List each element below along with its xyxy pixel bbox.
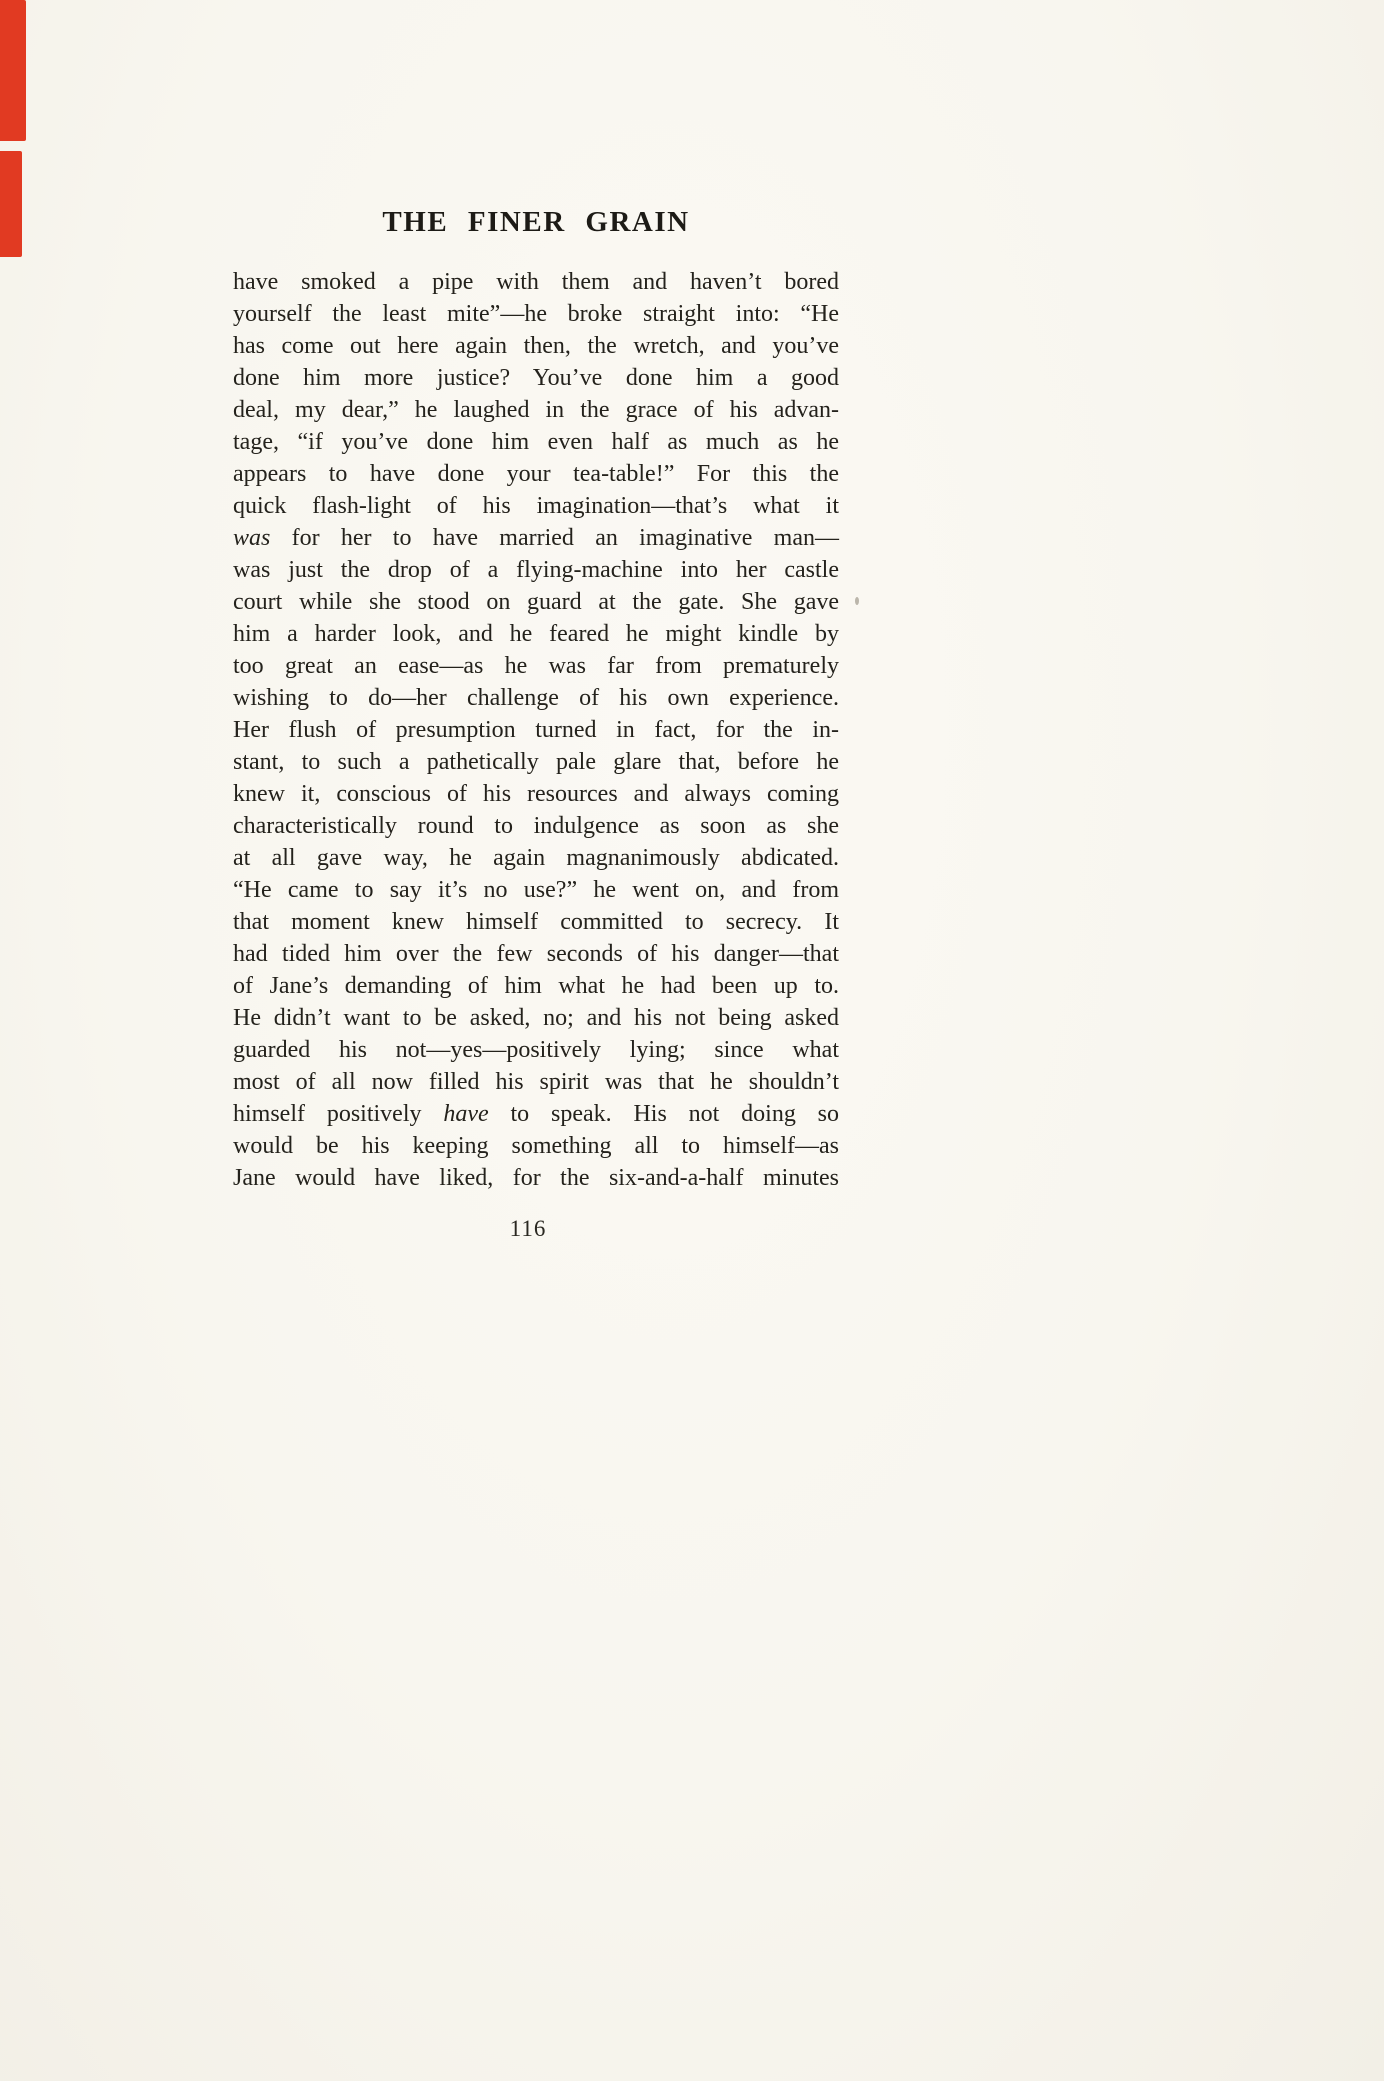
red-scan-mark (0, 0, 26, 141)
text-line: done him more justice? You’ve done him a good (233, 365, 839, 391)
text-line: characteristically round to indulgence as soon as she (233, 813, 839, 839)
text-line: yourself the least mite”—he broke straight into: “He (233, 301, 839, 327)
text-line: too great an ease—as he was far from prematurely (233, 653, 839, 679)
text-line: wishing to do—her challenge of his own experience. (233, 685, 839, 711)
text-line: would be his keeping something all to himself—as (233, 1133, 839, 1159)
text-line: court while she stood on guard at the gate. She gave (233, 589, 839, 615)
text-line: Her flush of presumption turned in fact, for the in- (233, 717, 839, 743)
text-line: He didn’t want to be asked, no; and his not being asked (233, 1005, 839, 1031)
text-line: knew it, conscious of his resources and always coming (233, 781, 839, 807)
red-scan-mark (0, 151, 22, 257)
text-line: appears to have done your tea-table!” For this the (233, 461, 839, 487)
text-line: deal, my dear,” he laughed in the grace of his advan- (233, 397, 839, 423)
page-number: 116 (509, 1216, 547, 1241)
text-line: himself positively have to speak. His not doing so (233, 1101, 839, 1127)
text-line: guarded his not—yes—positively lying; since what (233, 1037, 839, 1063)
text-line: that moment knew himself committed to secrecy. It (233, 909, 839, 935)
text-line: tage, “if you’ve done him even half as much as he (233, 429, 839, 455)
text-line: of Jane’s demanding of him what he had been up to. (233, 973, 839, 999)
page-text (233, 266, 839, 1194)
text-line: have smoked a pipe with them and haven’t bored (233, 269, 839, 295)
text-line: him a harder look, and he feared he might kindle by (233, 621, 839, 647)
text-line: “He came to say it’s no use?” he went on, and from (233, 877, 839, 903)
scan-speck (855, 597, 859, 605)
text-line: has come out here again then, the wretch, and you’ve (233, 333, 839, 359)
text-line: was just the drop of a flying-machine into her castle (233, 557, 839, 583)
text-line: Jane would have liked, for the six-and-a-half minutes (233, 1165, 839, 1191)
text-line: was for her to have married an imaginative man— (233, 525, 839, 551)
text-line: stant, to such a pathetically pale glare that, before he (233, 749, 839, 775)
text-line: most of all now filled his spirit was that he shouldn’t (233, 1069, 839, 1095)
text-line: at all gave way, he again magnanimously abdicated. (233, 845, 839, 871)
running-header: THE FINER GRAIN (382, 206, 690, 238)
text-line: had tided him over the few seconds of his danger—that (233, 941, 839, 967)
text-line: quick flash-light of his imagination—that’s what it (233, 493, 839, 519)
